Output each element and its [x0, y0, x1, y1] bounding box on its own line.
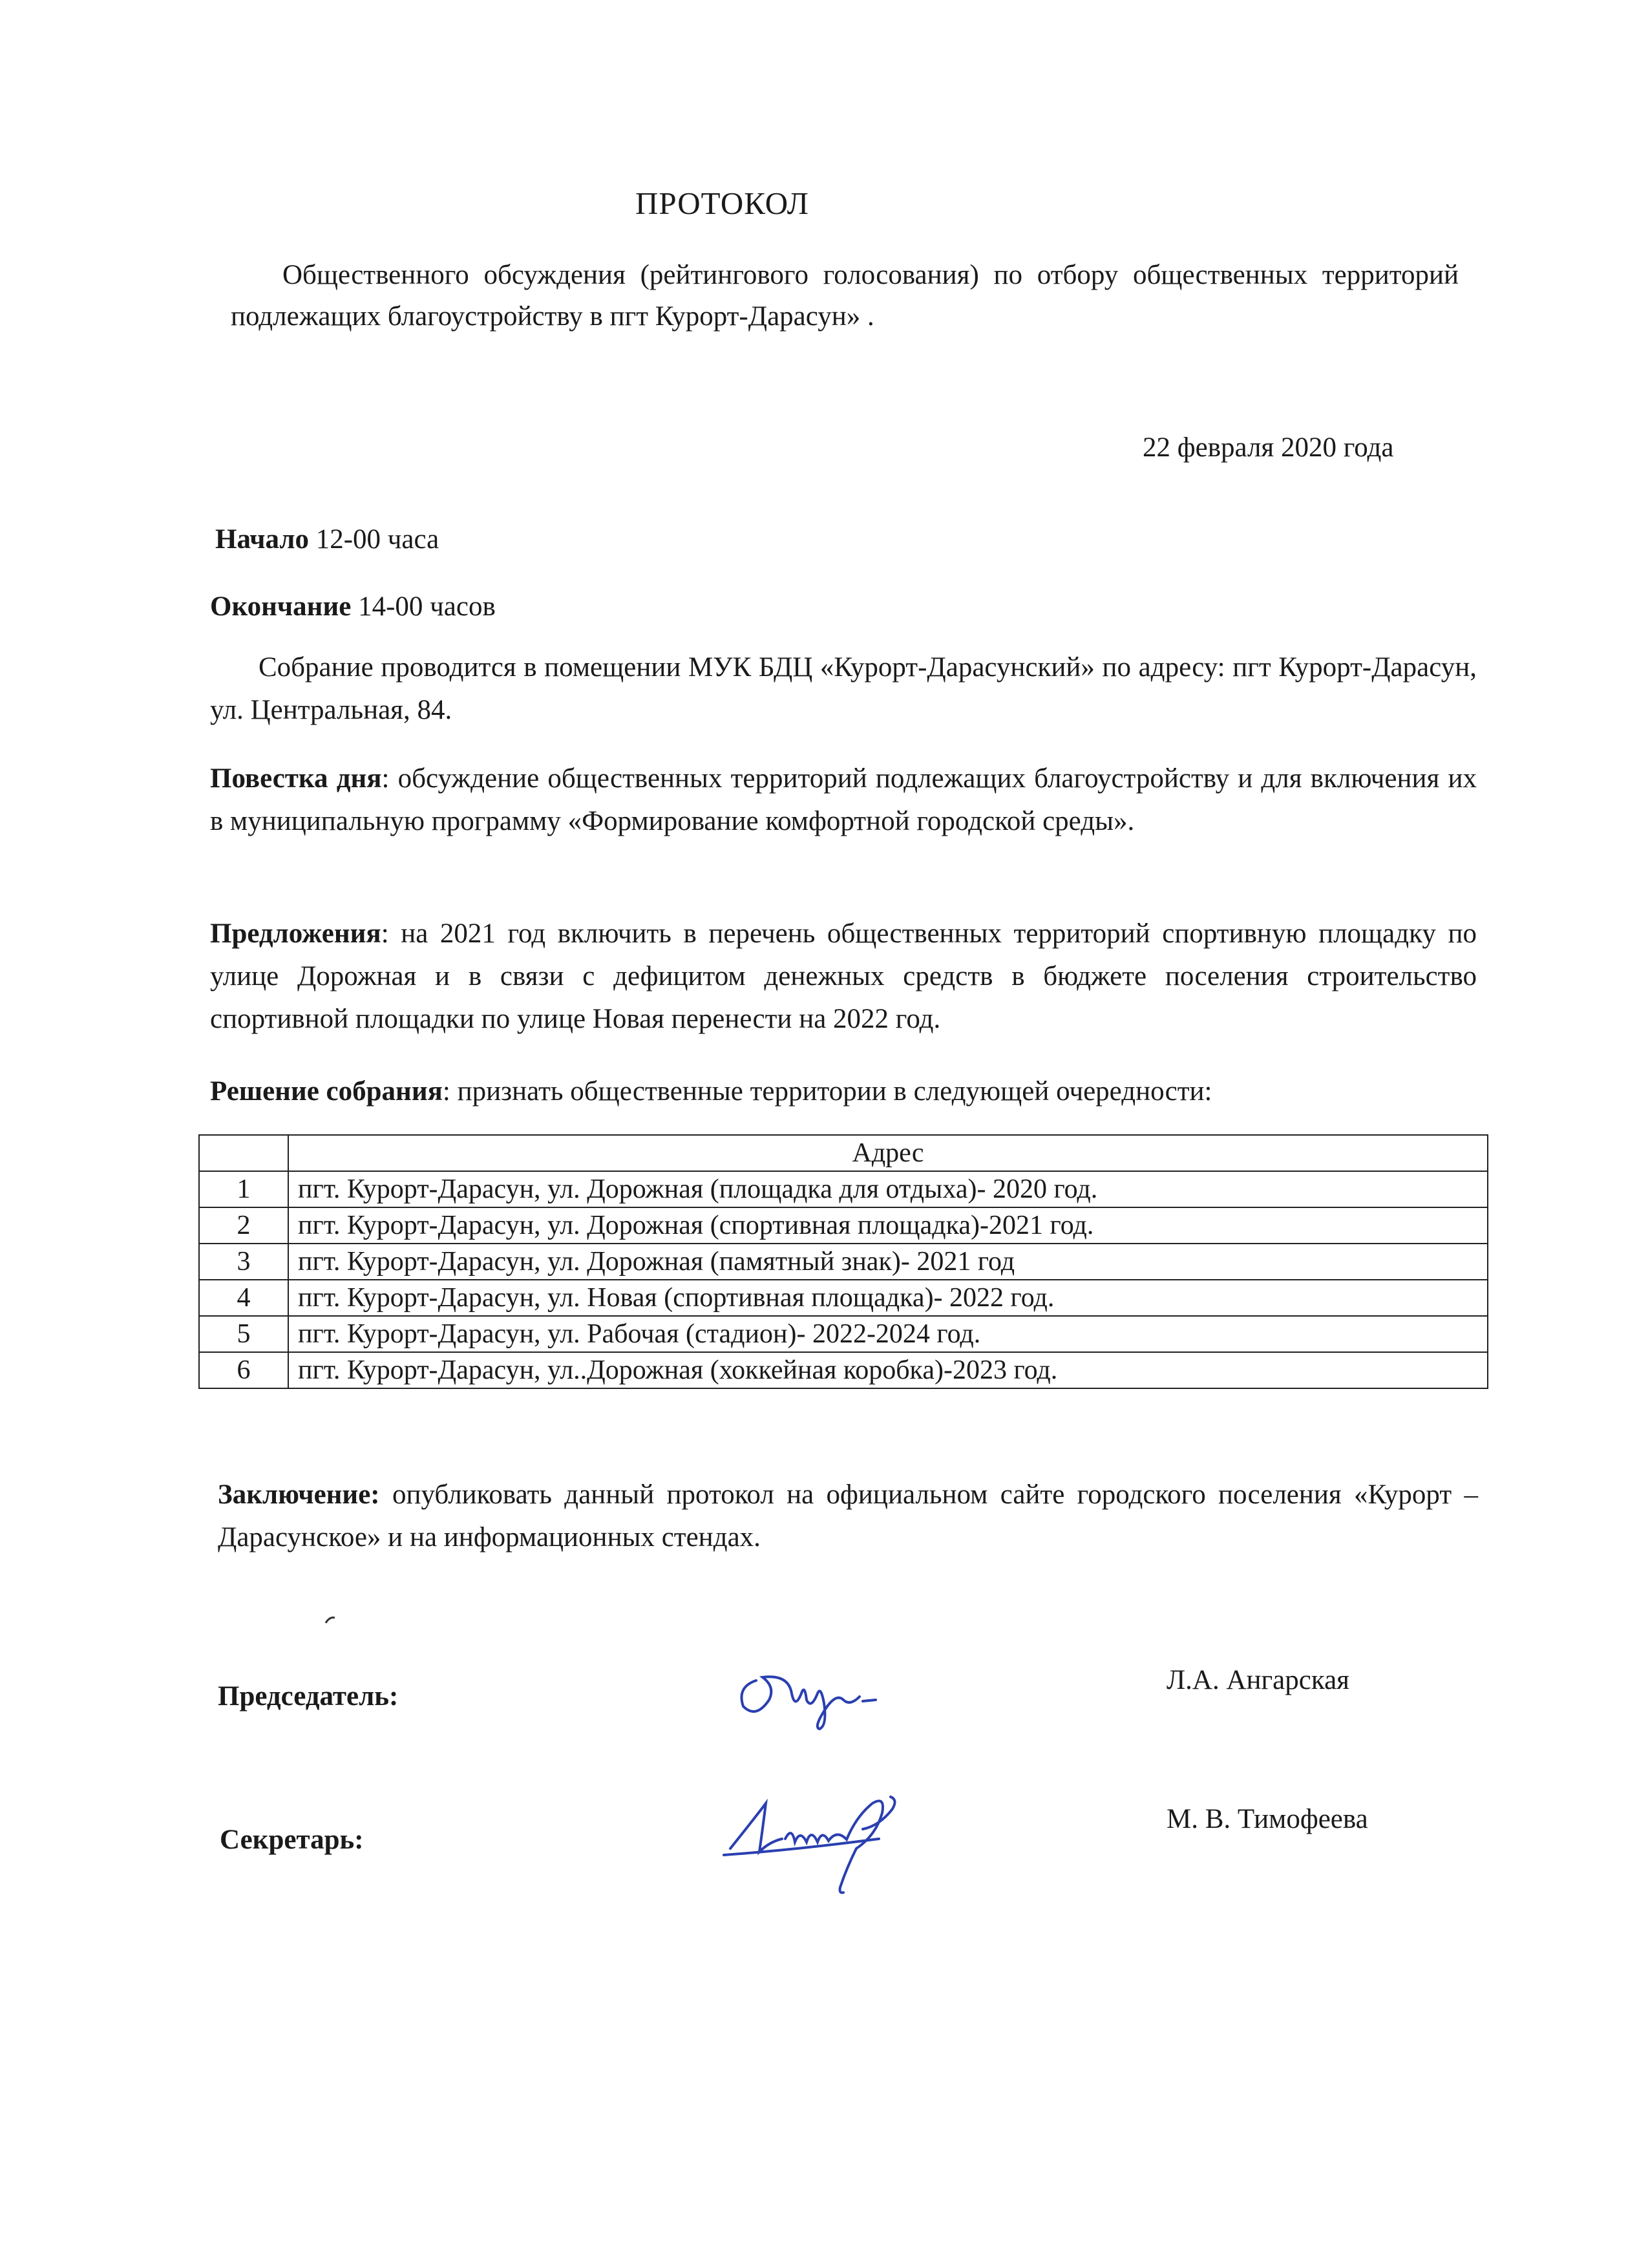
secretary-name: М. В. Тимофеева [1167, 1804, 1368, 1834]
agenda-label: Повестка дня [210, 763, 382, 794]
stray-ink-mark [323, 1614, 339, 1627]
row-address: пгт. Курорт-Дарасун, ул. Дорожная (площадка для отдыха)- 2020 год. [288, 1171, 1488, 1207]
decision-label: Решение собрания [210, 1076, 443, 1107]
conclusion-label: Заключение: [218, 1479, 380, 1510]
table-row [199, 1352, 1488, 1388]
row-address: пгт. Курорт-Дарасун, ул. Рабочая (стадион)- 2022-2024 год. [288, 1316, 1488, 1352]
start-time [215, 524, 439, 555]
table-row [199, 1244, 1488, 1280]
agenda-paragraph [210, 758, 1477, 843]
proposals-label: Предложения [210, 918, 381, 949]
row-number: 2 [199, 1207, 288, 1244]
start-value: 12-00 часа [308, 524, 439, 555]
end-label: Окончание [210, 591, 352, 622]
row-address: пгт. Курорт-Дарасун, ул. Дорожная (спортивная площадка)-2021 год. [288, 1207, 1488, 1244]
table-row [199, 1171, 1488, 1207]
table-header-address: Адрес [288, 1135, 1488, 1171]
decision-text: : признать общественные территории в следующей очередности: [442, 1076, 1212, 1107]
document-subtitle: Общественного обсуждения (рейтингового голосования) по отбору общественных территорий подлежащих благоустройству в пгт Курорт-Дарасун» . [231, 260, 1459, 332]
chair-name: Л.А. Ангарская [1167, 1665, 1349, 1695]
row-number: 1 [199, 1171, 288, 1207]
end-time [210, 591, 496, 622]
document-date: 22 февраля 2020 года [1143, 432, 1394, 463]
conclusion-text: опубликовать данный протокол на официальном сайте городского поселения «Курорт – Дарасунское» и на информационных стендах. [218, 1479, 1478, 1553]
proposals-text: : на 2021 год включить в перечень общественных территорий спортивную площадку по улице Дорожная и в связи с дефицитом денежных средств в бюджете поселения строительство спортивной площадки по улице Новая перенести на 2022 год. [210, 918, 1477, 1034]
table-row [199, 1316, 1488, 1352]
secretary-label: Секретарь: [220, 1825, 364, 1855]
end-value: 14-00 часов [351, 591, 496, 622]
chair-signature-icon [730, 1655, 885, 1732]
decision-paragraph [210, 1070, 1477, 1113]
proposals-paragraph [210, 913, 1477, 1041]
table-header-num [199, 1135, 288, 1171]
table-header-row [199, 1135, 1488, 1171]
conclusion-paragraph [218, 1474, 1478, 1559]
row-address: пгт. Курорт-Дарасун, ул..Дорожная (хоккейная коробка)-2023 год. [288, 1352, 1488, 1388]
table-row [199, 1207, 1488, 1244]
document-title: ПРОТОКОЛ [635, 185, 809, 221]
row-number: 3 [199, 1244, 288, 1280]
secretary-signature-icon [717, 1777, 931, 1900]
address-table [198, 1134, 1488, 1389]
location-paragraph: Собрание проводится в помещении МУК БДЦ «Курорт-Дарасунский» по адресу: пгт Курорт-Дарасун, ул. Центральная, 84. [210, 652, 1477, 725]
row-number: 4 [199, 1280, 288, 1316]
row-number: 6 [199, 1352, 288, 1388]
table-row [199, 1280, 1488, 1316]
row-address: пгт. Курорт-Дарасун, ул. Дорожная (памятный знак)- 2021 год [288, 1244, 1488, 1280]
agenda-text: : обсуждение общественных территорий подлежащих благоустройству и для включения их в муниципальную программу «Формирование комфортной городской среды». [210, 763, 1477, 836]
chair-label: Председатель: [218, 1681, 399, 1712]
row-address: пгт. Курорт-Дарасун, ул. Новая (спортивная площадка)- 2022 год. [288, 1280, 1488, 1316]
start-label: Начало [215, 524, 309, 555]
row-number: 5 [199, 1316, 288, 1352]
